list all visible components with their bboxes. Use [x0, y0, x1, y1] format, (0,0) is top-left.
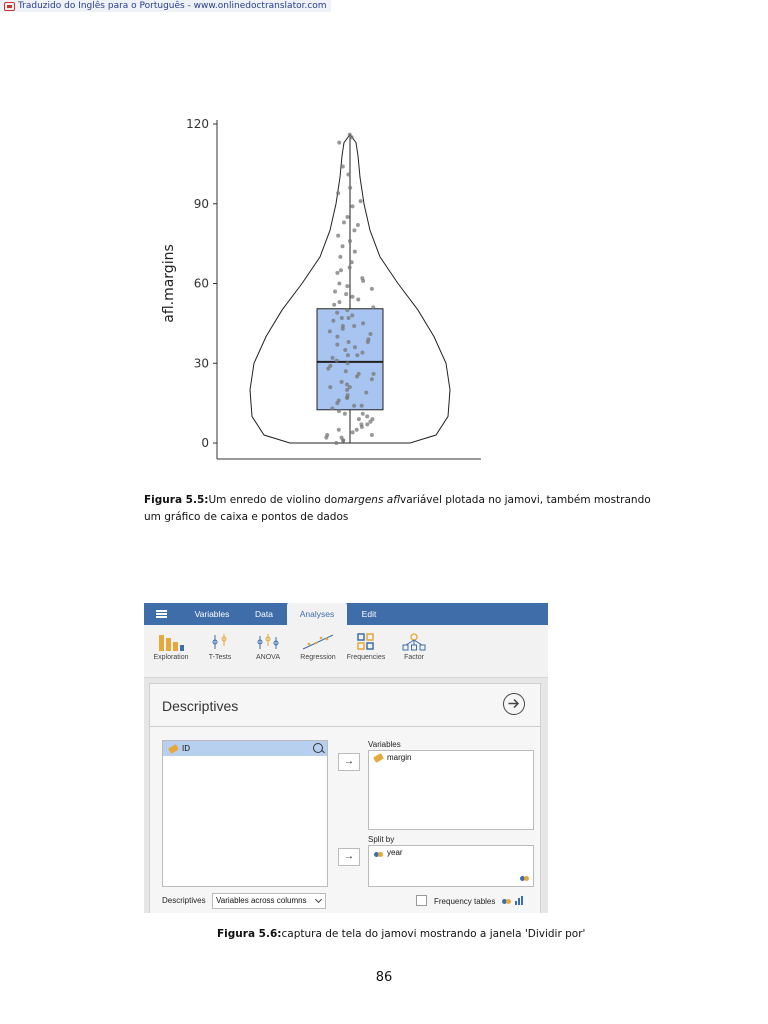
search-icon[interactable] — [313, 743, 323, 753]
y-tick-label: 30 — [193, 356, 209, 371]
source-variable-list[interactable] — [162, 740, 328, 887]
data-point — [337, 300, 341, 304]
panel-divider — [150, 726, 540, 727]
exploration-icon — [157, 633, 185, 651]
data-point — [331, 319, 335, 323]
data-point — [352, 324, 356, 328]
data-point — [345, 388, 349, 392]
data-point — [348, 186, 352, 190]
data-point — [337, 428, 341, 432]
nominal-variable-icon — [374, 849, 383, 858]
chevron-down-icon — [315, 896, 322, 903]
data-point — [341, 438, 345, 442]
figure-5-5-caption — [144, 492, 664, 526]
caption-label: Figura 5.6: — [217, 928, 282, 940]
bar-chart-icon — [515, 896, 524, 905]
data-point — [340, 316, 344, 320]
go-arrow-icon[interactable] — [503, 693, 525, 715]
page-number: 86 — [375, 970, 393, 985]
data-point — [356, 297, 360, 301]
data-point — [368, 332, 372, 336]
list-item[interactable]: year — [369, 846, 533, 860]
data-point — [340, 380, 344, 384]
data-point — [371, 305, 375, 309]
ribbon-factor[interactable]: Factor — [394, 633, 434, 661]
tab-analyses[interactable]: Analyses — [287, 603, 347, 625]
hamburger-menu-icon[interactable] — [156, 610, 167, 618]
descriptives-bottom-label: Descriptives — [162, 896, 206, 905]
data-point — [346, 173, 350, 177]
data-point — [351, 204, 355, 208]
data-point — [350, 135, 354, 139]
data-point — [351, 430, 355, 434]
data-point — [337, 141, 341, 145]
caption-label: Figura 5.5: — [144, 494, 209, 506]
data-point — [348, 266, 352, 270]
data-point — [344, 369, 348, 373]
data-point — [368, 420, 372, 424]
data-point — [342, 220, 346, 224]
variables-target-list[interactable] — [368, 750, 534, 830]
data-point — [355, 353, 359, 357]
data-point — [348, 239, 352, 243]
data-point — [361, 279, 365, 283]
data-point — [355, 428, 359, 432]
anova-icon — [255, 633, 281, 651]
data-point — [350, 295, 354, 299]
frequency-tables-label: Frequency tables — [434, 896, 524, 906]
data-point — [336, 234, 340, 238]
data-point — [346, 215, 350, 219]
data-point — [339, 268, 343, 272]
factor-icon — [402, 633, 426, 651]
data-point — [365, 414, 369, 418]
y-tick-label: 120 — [186, 117, 209, 131]
data-point — [359, 422, 363, 426]
frequency-tables-checkbox[interactable] — [416, 895, 427, 906]
frequencies-icon — [356, 633, 376, 651]
data-point — [361, 321, 365, 325]
figure-5-6-caption — [217, 926, 637, 943]
ribbon-exploration[interactable]: Exploration — [148, 633, 194, 661]
caption-text-b: variável plotada no jamovi, também mostrando um gráfico de caixa e pontos de dados — [144, 494, 651, 523]
data-point — [337, 282, 341, 286]
tab-edit[interactable]: Edit — [361, 609, 377, 619]
data-point — [328, 385, 332, 389]
data-point — [335, 359, 339, 363]
tab-data[interactable]: Data — [255, 609, 273, 619]
splitby-label: Split by — [368, 835, 395, 844]
data-point — [357, 417, 361, 421]
ribbon-anova[interactable]: ANOVA — [248, 633, 288, 661]
data-point — [345, 308, 349, 312]
data-point — [355, 375, 359, 379]
data-point — [360, 404, 364, 408]
translation-banner[interactable] — [0, 0, 331, 12]
data-point — [337, 409, 341, 413]
data-point — [352, 228, 356, 232]
data-point — [356, 223, 360, 227]
data-point — [346, 353, 350, 357]
tab-variables[interactable]: Variables — [194, 609, 230, 619]
caption-italic: margens afl — [337, 494, 400, 506]
data-point — [370, 287, 374, 291]
data-point — [353, 250, 357, 254]
data-point — [360, 351, 364, 355]
data-point — [346, 361, 350, 365]
jamovi-tabbar — [144, 603, 548, 625]
y-tick-label: 0 — [201, 436, 209, 450]
translator-logo-icon — [4, 2, 15, 11]
data-point — [324, 436, 328, 440]
data-point — [335, 311, 339, 315]
data-point — [370, 433, 374, 437]
id-variable-icon — [168, 744, 179, 754]
move-to-variables-button[interactable]: → — [338, 753, 360, 771]
ribbon-frequencies[interactable]: Frequencies — [342, 633, 390, 661]
list-item[interactable]: margin — [369, 751, 533, 765]
data-point — [366, 340, 370, 344]
data-point — [350, 260, 354, 264]
data-point — [353, 345, 357, 349]
splitby-target-list[interactable] — [368, 845, 534, 887]
data-point — [341, 244, 345, 248]
data-point — [364, 390, 368, 394]
caption-text: captura de tela do jamovi mostrando a janela 'Dividir por' — [281, 928, 586, 940]
data-point — [331, 356, 335, 360]
data-point — [372, 372, 376, 376]
nominal-type-icon — [502, 896, 511, 905]
descriptives-panel — [149, 683, 541, 913]
data-point — [370, 377, 374, 381]
data-point — [350, 313, 354, 317]
data-point — [345, 284, 349, 288]
layout-dropdown[interactable]: Variables across columns — [212, 893, 326, 909]
analysis-ribbon — [144, 625, 548, 678]
data-point — [326, 367, 330, 371]
move-to-splitby-button[interactable]: → — [338, 848, 360, 866]
y-tick-label: 90 — [193, 196, 209, 211]
data-point — [328, 329, 332, 333]
data-point — [347, 316, 351, 320]
data-point — [335, 271, 339, 275]
banner-text: Traduzido do Inglês para o Português - www.onlinedoctranslator.com — [18, 1, 327, 11]
variables-label: Variables — [368, 740, 401, 749]
nominal-type-icon — [520, 873, 529, 882]
jamovi-window — [144, 603, 548, 913]
data-point — [338, 255, 342, 259]
data-point — [333, 289, 337, 293]
data-point — [334, 441, 338, 445]
panel-title: Descriptives — [162, 698, 239, 714]
y-axis-label: afl.margins — [161, 244, 177, 323]
data-point — [330, 406, 334, 410]
data-point — [335, 343, 339, 347]
continuous-variable-icon — [373, 753, 384, 763]
data-point — [345, 396, 349, 400]
data-point — [341, 165, 345, 169]
list-item[interactable]: ID — [163, 741, 327, 756]
data-point — [341, 327, 345, 331]
data-point — [365, 422, 369, 426]
data-point — [352, 404, 356, 408]
data-point — [335, 335, 339, 339]
data-point — [361, 412, 365, 416]
y-tick-label: 60 — [193, 276, 209, 291]
ribbon-ttests[interactable]: T-Tests — [200, 633, 240, 661]
violin-plot — [155, 110, 495, 470]
regression-icon — [301, 633, 335, 651]
data-point — [335, 401, 339, 405]
caption-text-a: Um enredo de violino do — [208, 494, 338, 506]
data-point — [343, 412, 347, 416]
data-point — [332, 303, 336, 307]
data-point — [336, 191, 340, 195]
box-iqr — [317, 309, 383, 410]
ttests-icon — [208, 633, 232, 651]
data-point — [343, 348, 347, 352]
data-point — [347, 340, 351, 344]
data-point — [344, 292, 348, 296]
data-point — [359, 199, 363, 203]
ribbon-regression[interactable]: Regression — [294, 633, 342, 661]
